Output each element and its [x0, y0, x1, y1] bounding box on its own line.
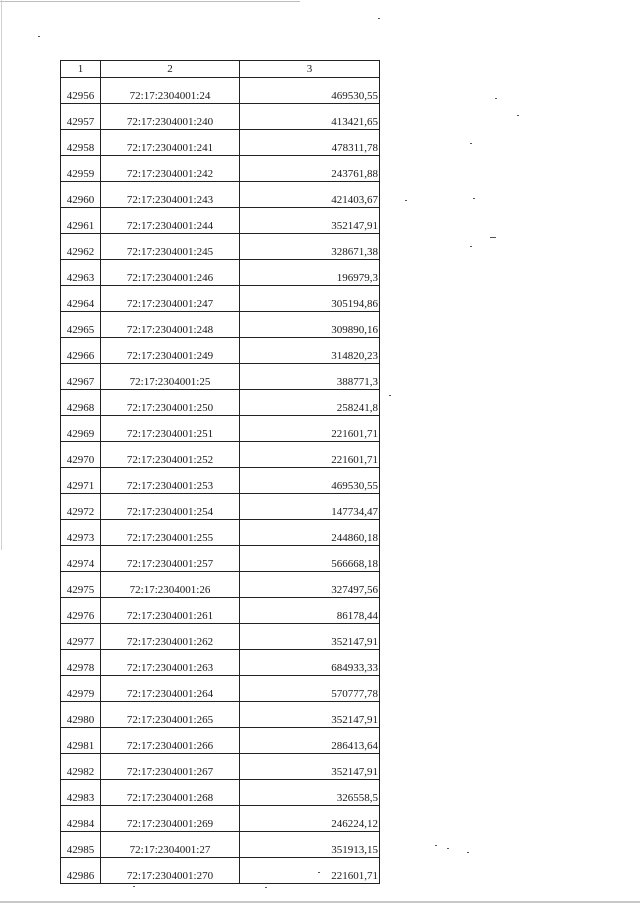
cadastral-value-cell: 86178,44 [240, 598, 380, 624]
table-row [61, 338, 380, 364]
cadastral-number-cell: 72:17:2304001:27 [101, 832, 240, 858]
cadastral-number-cell: 72:17:2304001:270 [101, 858, 240, 884]
cadastral-number-cell: 72:17:2304001:255 [101, 520, 240, 546]
cadastral-number-cell: 72:17:2304001:245 [101, 234, 240, 260]
table-row [61, 520, 380, 546]
scan-speck [389, 395, 391, 396]
row-number-cell: 42970 [61, 442, 101, 468]
cadastral-number-cell: 72:17:2304001:249 [101, 338, 240, 364]
cadastral-value-cell: 352147,91 [240, 208, 380, 234]
cadastral-value-cell: 684933,33 [240, 650, 380, 676]
cadastral-number-cell: 72:17:2304001:252 [101, 442, 240, 468]
cadastral-value-cell: 246224,12 [240, 806, 380, 832]
table-row [61, 104, 380, 130]
cadastral-value-cell: 244860,18 [240, 520, 380, 546]
row-number-cell: 42981 [61, 728, 101, 754]
scan-speck [405, 200, 407, 201]
scan-edge-top [0, 1, 300, 2]
cadastral-number-cell: 72:17:2304001:265 [101, 702, 240, 728]
table-row [61, 546, 380, 572]
table-row [61, 156, 380, 182]
row-number-cell: 42983 [61, 780, 101, 806]
cadastral-number-cell: 72:17:2304001:24 [101, 78, 240, 104]
scan-speck [378, 18, 380, 19]
cadastral-number-cell: 72:17:2304001:26 [101, 572, 240, 598]
row-number-cell: 42971 [61, 468, 101, 494]
cadastral-number-cell: 72:17:2304001:268 [101, 780, 240, 806]
cadastral-value-cell: 221601,71 [240, 416, 380, 442]
scan-speck [38, 36, 40, 37]
row-number-cell: 42963 [61, 260, 101, 286]
row-number-cell: 42973 [61, 520, 101, 546]
row-number-cell: 42972 [61, 494, 101, 520]
cadastral-value-cell: 326558,5 [240, 780, 380, 806]
row-number-cell: 42958 [61, 130, 101, 156]
row-number-cell: 42965 [61, 312, 101, 338]
cadastral-number-cell: 72:17:2304001:250 [101, 390, 240, 416]
table-row [61, 442, 380, 468]
cadastral-number-cell: 72:17:2304001:264 [101, 676, 240, 702]
cadastral-value-cell: 327497,56 [240, 572, 380, 598]
table-row [61, 728, 380, 754]
table-row [61, 390, 380, 416]
table-row [61, 78, 380, 104]
table-header [61, 61, 380, 78]
row-number-cell: 42986 [61, 858, 101, 884]
table-row [61, 312, 380, 338]
row-number-cell: 42956 [61, 78, 101, 104]
cadastral-number-cell: 72:17:2304001:261 [101, 598, 240, 624]
column-header-number: 1 [61, 61, 101, 78]
table-row [61, 806, 380, 832]
row-number-cell: 42959 [61, 156, 101, 182]
cadastral-number-cell: 72:17:2304001:247 [101, 286, 240, 312]
cadastral-value-table [60, 60, 380, 884]
row-number-cell: 42978 [61, 650, 101, 676]
cadastral-value-cell: 221601,71 [240, 858, 380, 884]
cadastral-value-cell: 147734,47 [240, 494, 380, 520]
scan-speck [467, 852, 469, 853]
cadastral-number-cell: 72:17:2304001:254 [101, 494, 240, 520]
cadastral-value-cell: 413421,65 [240, 104, 380, 130]
cadastral-number-cell: 72:17:2304001:25 [101, 364, 240, 390]
header-row [61, 61, 380, 78]
table-row [61, 416, 380, 442]
cadastral-value-cell: 570777,78 [240, 676, 380, 702]
scan-edge-left [1, 0, 2, 550]
table-row [61, 364, 380, 390]
row-number-cell: 42980 [61, 702, 101, 728]
row-number-cell: 42982 [61, 754, 101, 780]
scan-speck [470, 143, 472, 144]
scan-speck [517, 115, 519, 116]
cadastral-value-cell: 314820,23 [240, 338, 380, 364]
scan-edge-bottom [0, 901, 640, 903]
row-number-cell: 42967 [61, 364, 101, 390]
cadastral-value-cell: 478311,78 [240, 130, 380, 156]
row-number-cell: 42984 [61, 806, 101, 832]
row-number-cell: 42975 [61, 572, 101, 598]
table-row [61, 858, 380, 884]
table-body [61, 78, 380, 884]
scan-speck [435, 845, 437, 846]
cadastral-value-cell: 309890,16 [240, 312, 380, 338]
table-row [61, 832, 380, 858]
cadastral-value-cell: 305194,86 [240, 286, 380, 312]
cadastral-number-cell: 72:17:2304001:251 [101, 416, 240, 442]
row-number-cell: 42960 [61, 182, 101, 208]
cadastral-number-cell: 72:17:2304001:253 [101, 468, 240, 494]
cadastral-value-cell: 286413,64 [240, 728, 380, 754]
cadastral-value-cell: 328671,38 [240, 234, 380, 260]
table-row [61, 260, 380, 286]
cadastral-number-cell: 72:17:2304001:266 [101, 728, 240, 754]
table-row [61, 754, 380, 780]
scan-speck [470, 246, 472, 247]
cadastral-number-cell: 72:17:2304001:244 [101, 208, 240, 234]
table-row [61, 650, 380, 676]
table-row [61, 494, 380, 520]
scan-speck [490, 237, 496, 238]
scan-speck [447, 848, 449, 849]
scan-speck [265, 887, 267, 888]
table-row [61, 182, 380, 208]
row-number-cell: 42966 [61, 338, 101, 364]
table-row [61, 208, 380, 234]
scan-speck [133, 886, 135, 887]
cadastral-value-cell: 351913,15 [240, 832, 380, 858]
table-row [61, 286, 380, 312]
cadastral-value-cell: 421403,67 [240, 182, 380, 208]
cadastral-value-cell: 221601,71 [240, 442, 380, 468]
cadastral-value-cell: 352147,91 [240, 624, 380, 650]
cadastral-value-cell: 469530,55 [240, 468, 380, 494]
table-row [61, 780, 380, 806]
cadastral-number-cell: 72:17:2304001:240 [101, 104, 240, 130]
cadastral-number-cell: 72:17:2304001:262 [101, 624, 240, 650]
cadastral-value-cell: 352147,91 [240, 754, 380, 780]
cadastral-number-cell: 72:17:2304001:263 [101, 650, 240, 676]
cadastral-number-cell: 72:17:2304001:269 [101, 806, 240, 832]
scan-speck [495, 98, 497, 99]
cadastral-number-cell: 72:17:2304001:246 [101, 260, 240, 286]
table-row [61, 234, 380, 260]
cadastral-value-cell: 388771,3 [240, 364, 380, 390]
table-row [61, 572, 380, 598]
row-number-cell: 42985 [61, 832, 101, 858]
row-number-cell: 42962 [61, 234, 101, 260]
cadastral-value-cell: 258241,8 [240, 390, 380, 416]
row-number-cell: 42977 [61, 624, 101, 650]
cadastral-value-cell: 469530,55 [240, 78, 380, 104]
scan-speck [473, 198, 475, 199]
cadastral-number-cell: 72:17:2304001:257 [101, 546, 240, 572]
table-row [61, 624, 380, 650]
row-number-cell: 42957 [61, 104, 101, 130]
cadastral-value-cell: 352147,91 [240, 702, 380, 728]
table-row [61, 702, 380, 728]
cadastral-value-cell: 196979,3 [240, 260, 380, 286]
row-number-cell: 42979 [61, 676, 101, 702]
row-number-cell: 42964 [61, 286, 101, 312]
table-row [61, 130, 380, 156]
cadastral-value-cell: 566668,18 [240, 546, 380, 572]
cadastral-value-cell: 243761,88 [240, 156, 380, 182]
cadastral-number-cell: 72:17:2304001:242 [101, 156, 240, 182]
row-number-cell: 42968 [61, 390, 101, 416]
table-row [61, 676, 380, 702]
cadastral-number-cell: 72:17:2304001:243 [101, 182, 240, 208]
row-number-cell: 42974 [61, 546, 101, 572]
cadastral-number-cell: 72:17:2304001:248 [101, 312, 240, 338]
table-row [61, 598, 380, 624]
row-number-cell: 42976 [61, 598, 101, 624]
row-number-cell: 42969 [61, 416, 101, 442]
cadastral-number-cell: 72:17:2304001:241 [101, 130, 240, 156]
cadastral-number-cell: 72:17:2304001:267 [101, 754, 240, 780]
row-number-cell: 42961 [61, 208, 101, 234]
column-header-cadastral-number: 2 [101, 61, 240, 78]
table-row [61, 468, 380, 494]
column-header-value: 3 [240, 61, 380, 78]
